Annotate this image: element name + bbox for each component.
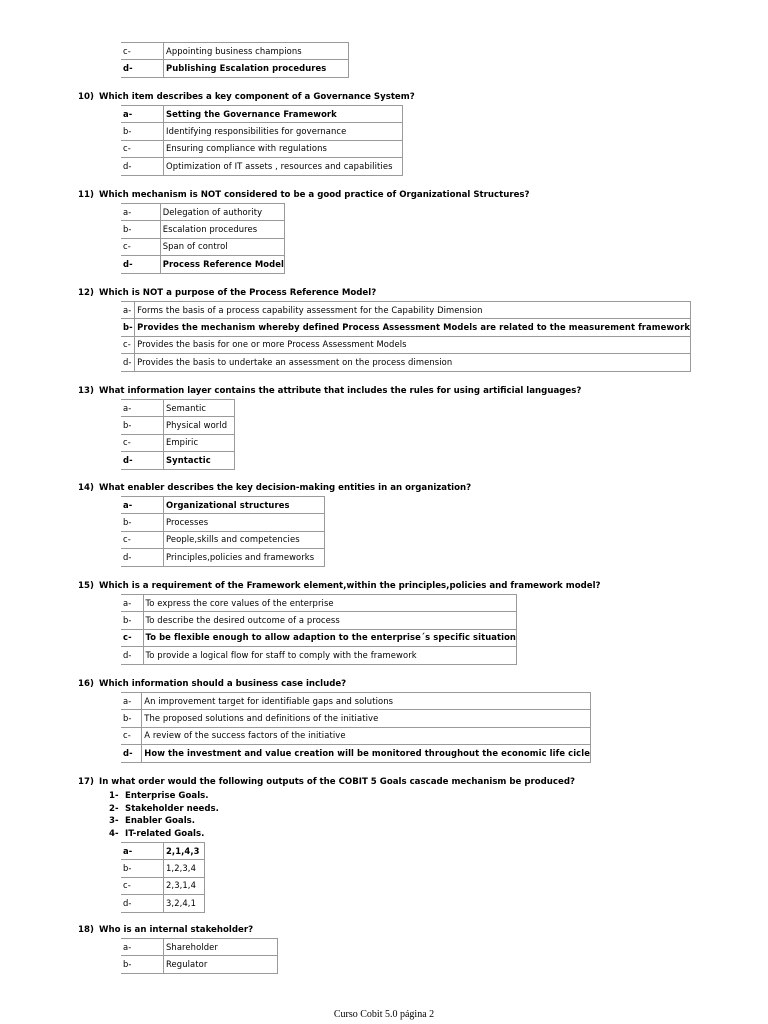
list-item: 4- IT-related Goals. [109,828,205,839]
answer-text: Physical world [164,417,235,434]
question-text: 11) Which mechanism is NOT considered to be a good practice of Organizational Structures? [78,190,530,200]
answer-text: To express the core values of the enterprise [143,595,516,612]
answer-letter: d- [121,256,160,273]
answer-letter: d- [121,895,164,912]
answer-text: 3,2,4,1 [164,895,205,912]
ordered-list [109,790,606,840]
answer-text: Semantic [164,400,235,417]
answer-letter: b- [121,319,135,336]
answer-table [121,203,285,274]
list-item: 2- Stakeholder needs. [109,803,219,814]
answer-letter: b- [121,956,164,973]
answer-letter: c- [121,336,135,353]
page-footer: Curso Cobit 5.0 página 2 [333,1009,435,1020]
answer-letter: d- [121,549,164,566]
answer-letter: c- [121,727,142,744]
answer-text: Shareholder [164,939,278,956]
question-text: 17) In what order would the following outputs of the COBIT 5 Goals cascade mechanism be produced? [78,777,575,787]
answer-letter: d- [121,452,164,469]
answer-text: Escalation procedures [160,221,284,238]
answer-text: 1,2,3,4 [164,860,205,877]
answer-letter: c- [121,238,160,255]
answer-letter: b- [121,417,164,434]
answer-letter: d- [121,647,143,664]
answer-letter: b- [121,710,142,727]
answer-text: Setting the Governance Framework [164,106,403,123]
answer-text: Span of control [160,238,284,255]
answer-table [121,42,349,78]
answer-text: Appointing business champions [164,43,349,60]
answer-text: Identifying responsibilities for governance [164,123,403,140]
question-text: 13) What information layer contains the attribute that includes the rules for using artificial languages? [78,386,582,396]
answer-letter: d- [121,158,164,175]
question-14 [0,480,472,567]
answer-table [121,496,325,567]
answer-text: To be flexible enough to allow adaption to the enterprise´s specific situation [143,629,516,646]
answer-text: Publishing Escalation procedures [164,60,349,77]
answer-row [121,43,349,60]
answer-text: Provides the mechanism whereby defined Process Assessment Models are related to the measurement framework [135,319,691,336]
question-text: 12) Which is NOT a purpose of the Process Reference Model? [78,288,377,298]
answer-text: A review of the success factors of the initiative [142,727,591,744]
answer-letter: d- [121,60,164,77]
answer-letter: a- [121,106,164,123]
answer-table [121,594,517,665]
list-item: 1- Enterprise Goals. [109,791,209,801]
answer-letter: a- [121,204,160,221]
answer-text: Process Reference Model [160,256,284,273]
answer-text: Optimization of IT assets , resources and capabilities [164,158,403,175]
answer-letter: b- [121,123,164,140]
answer-letter: c- [121,434,164,451]
question-text: 15) Which is a requirement of the Framework element,within the principles,policies and framework model? [78,581,601,591]
answer-text: Regulator [164,956,278,973]
question-text: 18) Who is an internal stakeholder? [78,925,254,935]
answer-table [121,399,235,470]
answer-text: 2,1,4,3 [164,843,205,860]
answer-letter: c- [121,531,164,548]
answer-letter: a- [121,693,142,710]
question-16 [0,676,590,763]
question-18 [0,922,254,974]
answer-letter: b- [121,221,160,238]
question-text: 16) Which information should a business case include? [78,679,347,689]
question-15 [0,578,601,665]
answer-text: Syntactic [164,452,235,469]
answer-letter: c- [121,43,164,60]
answer-table [121,842,205,913]
question-text: 14) What enabler describes the key decision-making entities in an organization? [78,483,472,493]
answer-letter: d- [121,745,142,762]
answer-letter: a- [121,939,164,956]
answer-text: An improvement target for identifiable gaps and solutions [142,693,591,710]
answer-text: Organizational structures [164,497,325,514]
answer-letter: d- [121,354,135,371]
answer-text: How the investment and value creation will be monitored throughout the economic life cicle [142,745,591,762]
answer-letter: c- [121,629,143,646]
answer-row-correct [121,60,349,77]
answer-text: Forms the basis of a process capability assessment for the Capability Dimension [135,302,691,319]
question-13 [0,383,582,470]
answer-letter: c- [121,877,164,894]
answer-text: Delegation of authority [160,204,284,221]
answer-text: To provide a logical flow for staff to comply with the framework [143,647,516,664]
answer-text: Provides the basis for one or more Process Assessment Models [135,336,691,353]
answer-letter: c- [121,140,164,157]
answer-table [121,105,403,176]
answer-letter: b- [121,860,164,877]
answer-letter: a- [121,400,164,417]
question-text: 10) Which item describes a key component of a Governance System? [78,92,415,102]
question-10 [0,89,415,176]
answer-letter: b- [121,514,164,531]
answer-text: People,skills and competencies [164,531,325,548]
answer-letter: a- [121,843,164,860]
answer-letter: a- [121,595,143,612]
answer-letter: a- [121,302,135,319]
answer-letter: b- [121,612,143,629]
answer-text: Empiric [164,434,235,451]
answer-letter: a- [121,497,164,514]
answer-text: The proposed solutions and definitions of the initiative [142,710,591,727]
question-12 [0,285,690,372]
answer-text: To describe the desired outcome of a process [143,612,516,629]
answer-table [121,938,278,974]
answer-text: Processes [164,514,325,531]
continuation-answers [0,42,327,78]
answer-table [121,301,691,372]
answer-table [121,692,591,763]
answer-text: Principles,policies and frameworks [164,549,325,566]
question-17 [0,774,575,913]
answer-text: 2,3,1,4 [164,877,205,894]
answer-text: Provides the basis to undertake an assessment on the process dimension [135,354,691,371]
list-item: 3- Enabler Goals. [109,816,196,826]
question-11 [0,187,530,274]
answer-text: Ensuring compliance with regulations [164,140,403,157]
